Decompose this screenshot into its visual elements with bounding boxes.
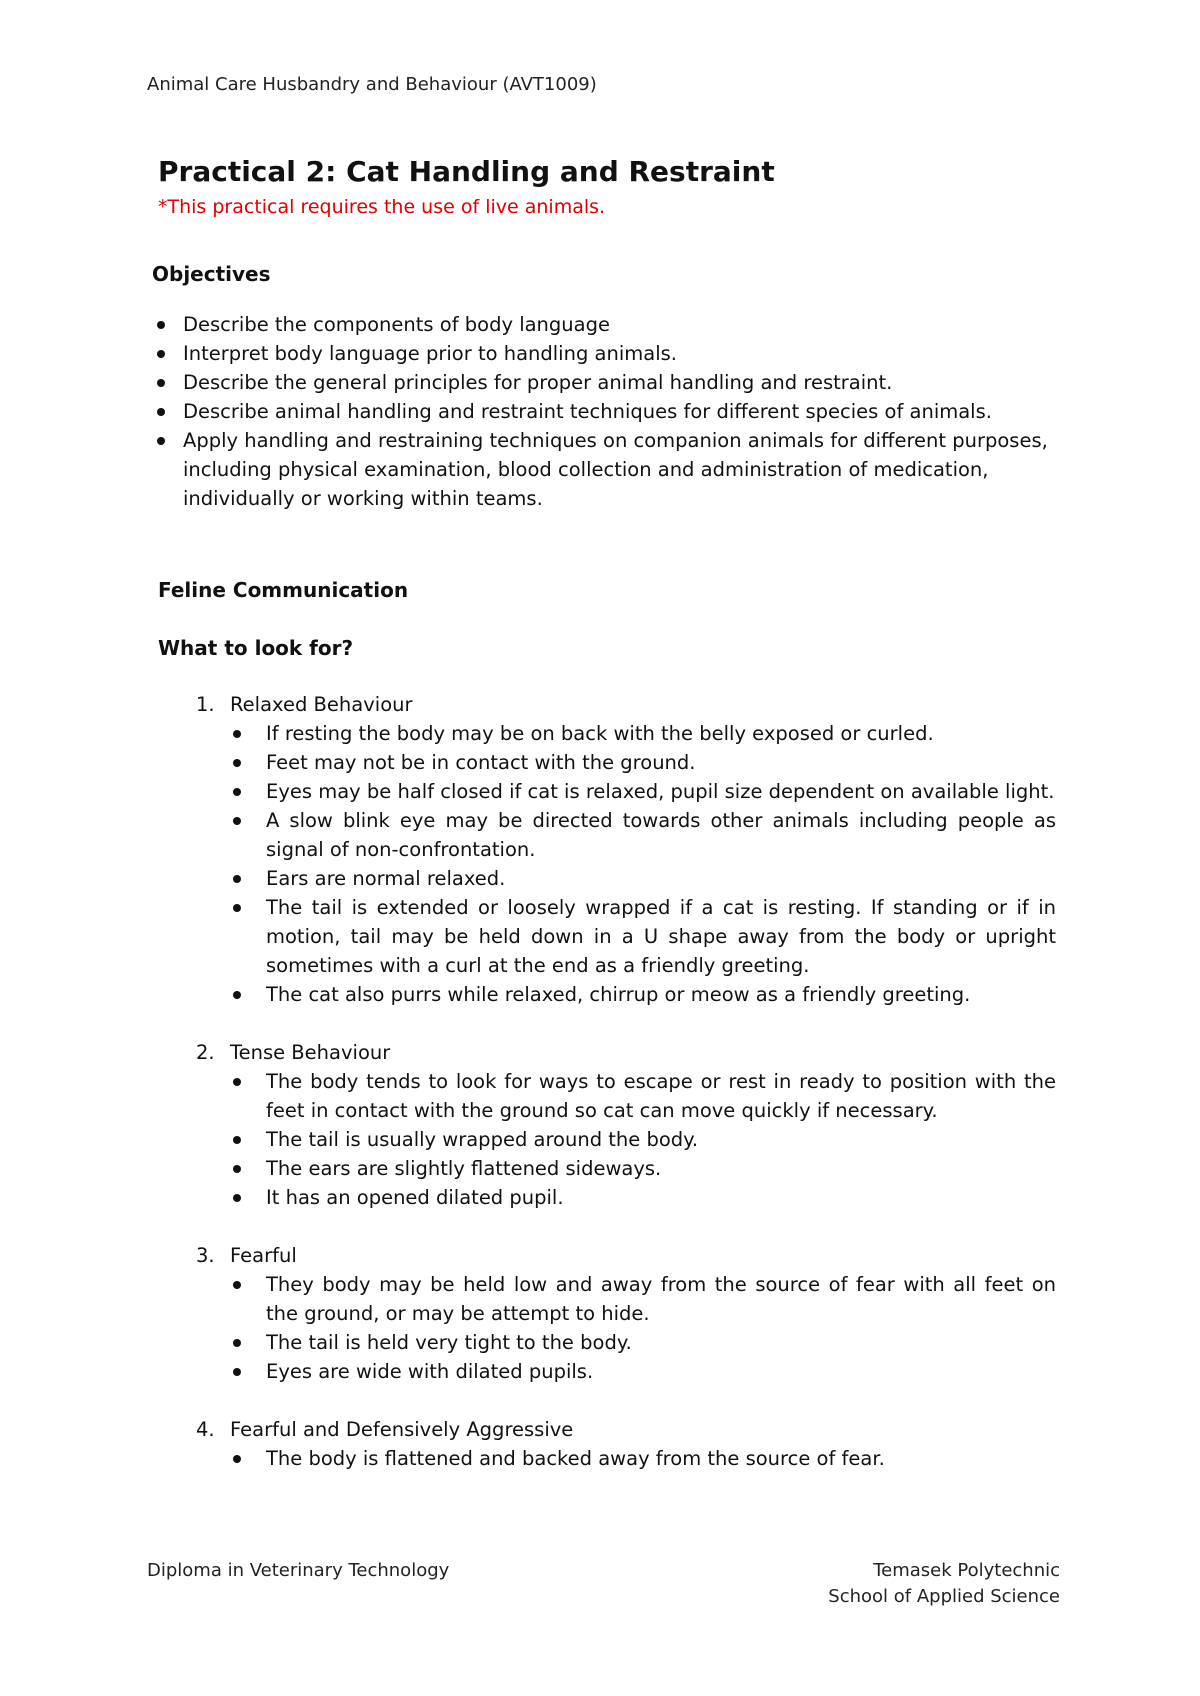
bullet-icon <box>233 788 241 796</box>
behaviour-title: Relaxed Behaviour <box>230 693 413 716</box>
list-item: The tail is usually wrapped around the body. <box>230 1125 1056 1154</box>
objective-item: Describe animal handling and restraint techniques for different species of animals. <box>152 397 1072 426</box>
bullet-icon <box>157 408 165 416</box>
bullet-icon <box>233 1281 241 1289</box>
behaviour-list <box>196 690 1056 1502</box>
bullet-icon <box>233 1455 241 1463</box>
list-item: It has an opened dilated pupil. <box>230 1183 1056 1212</box>
objective-item: Describe the general principles for proper animal handling and restraint. <box>152 368 1072 397</box>
list-item: The tail is extended or loosely wrapped if a cat is resting. If standing or if in motion, tail may be held down in a U shape away from the body or upright sometimes with a curl at the end as a friendly greeting. <box>230 893 1056 980</box>
list-item: The body is flattened and backed away from the source of fear. <box>230 1444 1056 1473</box>
bullet-icon <box>157 321 165 329</box>
bullet-icon <box>157 350 165 358</box>
list-item: The tail is held very tight to the body. <box>230 1328 1056 1357</box>
objectives-heading: Objectives <box>152 262 271 286</box>
page-header: Animal Care Husbandry and Behaviour (AVT1009) <box>147 74 597 95</box>
behaviour-number: 3. <box>196 1244 215 1267</box>
list-item: The ears are slightly flattened sideways. <box>230 1154 1056 1183</box>
objectives-list <box>152 310 1072 513</box>
live-animal-warning: *This practical requires the use of live animals. <box>158 196 606 218</box>
behaviour-title: Fearful <box>230 1244 297 1267</box>
list-item: They body may be held low and away from the source of fear with all feet on the ground, or may be attempt to hide. <box>230 1270 1056 1328</box>
behaviour-item <box>196 1038 1056 1212</box>
bullet-icon <box>233 991 241 999</box>
list-item: Feet may not be in contact with the ground. <box>230 748 1056 777</box>
behaviour-title: Fearful and Defensively Aggressive <box>230 1418 574 1441</box>
behaviour-points <box>230 1067 1056 1212</box>
bullet-icon <box>233 730 241 738</box>
bullet-icon <box>233 759 241 767</box>
behaviour-item <box>196 1415 1056 1473</box>
behaviour-number: 4. <box>196 1418 215 1441</box>
bullet-icon <box>233 1136 241 1144</box>
bullet-icon <box>233 904 241 912</box>
behaviour-item <box>196 1241 1056 1386</box>
behaviour-title: Tense Behaviour <box>230 1041 391 1064</box>
bullet-icon <box>233 1339 241 1347</box>
objective-item: Interpret body language prior to handling animals. <box>152 339 1072 368</box>
behaviour-points <box>230 1444 1056 1473</box>
footer-left: Diploma in Veterinary Technology <box>147 1560 450 1581</box>
footer-right-line1: Temasek Polytechnic <box>873 1560 1060 1581</box>
list-item: The body tends to look for ways to escape or rest in ready to position with the feet in contact with the ground so cat can move quickly if necessary. <box>230 1067 1056 1125</box>
bullet-icon <box>233 875 241 883</box>
list-item: Eyes are wide with dilated pupils. <box>230 1357 1056 1386</box>
objective-item: Apply handling and restraining techniques on companion animals for different purposes, including physical examination, blood collection and administration of medication, individually or working within teams. <box>152 426 1072 513</box>
bullet-icon <box>233 1194 241 1202</box>
bullet-icon <box>233 817 241 825</box>
bullet-icon <box>233 1165 241 1173</box>
bullet-icon <box>233 1368 241 1376</box>
page-title: Practical 2: Cat Handling and Restraint <box>158 155 775 188</box>
bullet-icon <box>233 1078 241 1086</box>
list-item: The cat also purrs while relaxed, chirrup or meow as a friendly greeting. <box>230 980 1056 1009</box>
behaviour-item <box>196 690 1056 1009</box>
list-item: A slow blink eye may be directed towards other animals including people as signal of non-confrontation. <box>230 806 1056 864</box>
bullet-icon <box>157 379 165 387</box>
behaviour-points <box>230 719 1056 1009</box>
section-subheading: What to look for? <box>158 636 354 660</box>
objective-item: Describe the components of body language <box>152 310 1072 339</box>
list-item: Eyes may be half closed if cat is relaxed, pupil size dependent on available light. <box>230 777 1056 806</box>
list-item: Ears are normal relaxed. <box>230 864 1056 893</box>
behaviour-points <box>230 1270 1056 1386</box>
footer-right-line2: School of Applied Science <box>828 1586 1060 1607</box>
behaviour-number: 2. <box>196 1041 215 1064</box>
section-heading: Feline Communication <box>158 578 409 602</box>
list-item: If resting the body may be on back with the belly exposed or curled. <box>230 719 1056 748</box>
behaviour-number: 1. <box>196 693 215 716</box>
bullet-icon <box>157 437 165 445</box>
